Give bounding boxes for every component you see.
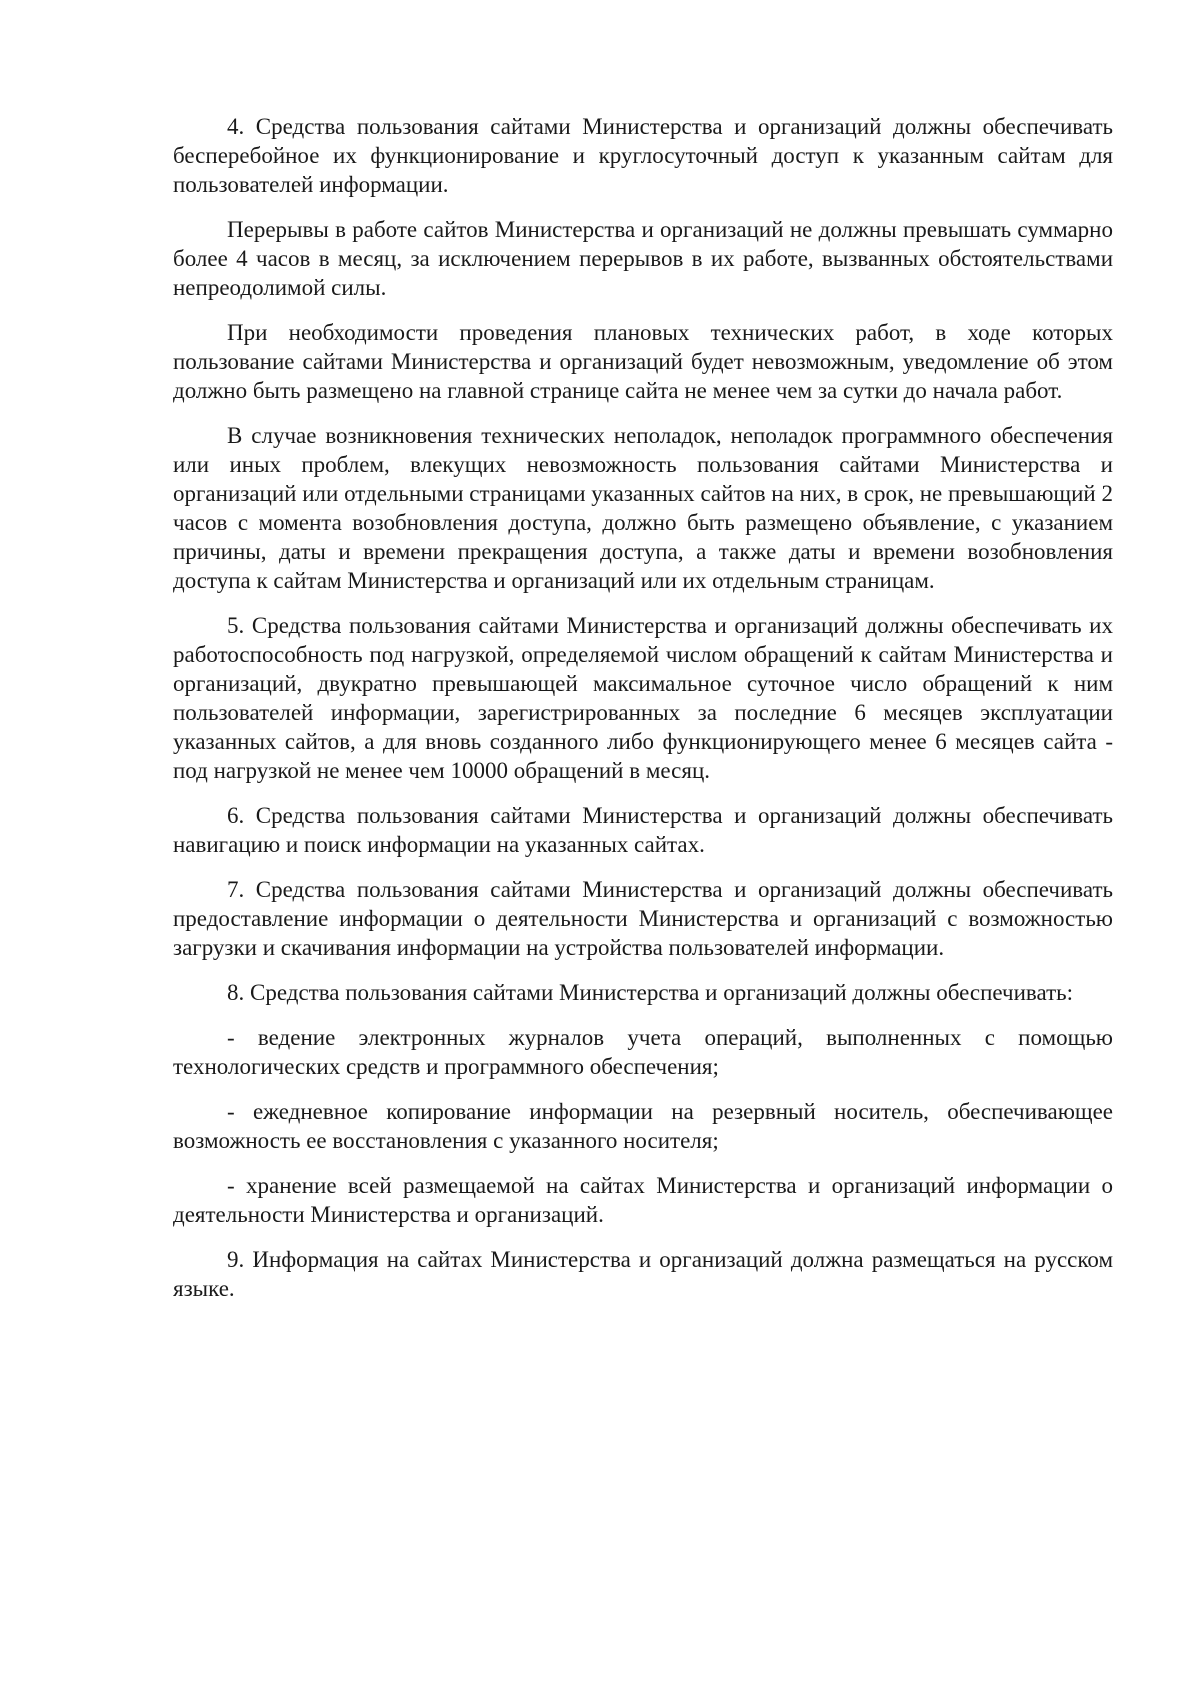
paragraph-technical-failures: В случае возникновения технических неполадок, неполадок программного обеспечения или иных проблем, влекущих невозможность пользования сайтами Министерства и организаций или отдельными страницами указанных сайтов на них, в срок, не превышающий 2 часов с момента возобновления доступа, должно быть размещено объявление, с указанием причины, даты и времени прекращения доступа, а также даты и времени возобновления доступа к сайтам Министерства и организаций или их отдельным страницам. (173, 423, 1113, 593)
list-item-storage: - хранение всей размещаемой на сайтах Министерства и организаций информации о деятельности Министерства и организаций. (173, 1173, 1113, 1227)
paragraph-item-7: 7. Средства пользования сайтами Министерства и организаций должны обеспечивать предоставление информации о деятельности Министерства и организаций с возможностью загрузки и скачивания информации на устройства пользователей информации. (173, 877, 1113, 960)
paragraph-item-9: 9. Информация на сайтах Министерства и организаций должна размещаться на русском языке. (173, 1247, 1113, 1301)
paragraph-interruptions: Перерывы в работе сайтов Министерства и организаций не должны превышать суммарно более 4 часов в месяц, за исключением перерывов в их работе, вызванных обстоятельствами непреодолимой силы. (173, 217, 1113, 300)
document-body (173, 112, 1113, 1303)
paragraph-item-4: 4. Средства пользования сайтами Министерства и организаций должны обеспечивать бесперебойное их функционирование и круглосуточный доступ к указанным сайтам для пользователей информации. (173, 114, 1113, 197)
paragraph-item-6: 6. Средства пользования сайтами Министерства и организаций должны обеспечивать навигацию и поиск информации на указанных сайтах. (173, 803, 1113, 857)
paragraph-item-5: 5. Средства пользования сайтами Министерства и организаций должны обеспечивать их работоспособность под нагрузкой, определяемой числом обращений к сайтам Министерства и организаций, двукратно превышающей максимальное суточное число обращений к ним пользователей информации, зарегистрированных за последние 6 месяцев эксплуатации указанных сайтов, а для вновь созданного либо функционирующего менее 6 месяцев сайта - под нагрузкой не менее чем 10000 обращений в месяц. (173, 613, 1113, 783)
paragraph-planned-maintenance: При необходимости проведения плановых технических работ, в ходе которых пользование сайтами Министерства и организаций будет невозможным, уведомление об этом должно быть размещено на главной странице сайта не менее чем за сутки до начала работ. (173, 320, 1113, 403)
list-item-backup: - ежедневное копирование информации на резервный носитель, обеспечивающее возможность ее восстановления с указанного носителя; (173, 1099, 1113, 1153)
list-item-logs: - ведение электронных журналов учета операций, выполненных с помощью технологических средств и программного обеспечения; (173, 1025, 1113, 1079)
paragraph-item-8: 8. Средства пользования сайтами Министерства и организаций должны обеспечивать: (227, 980, 1074, 1005)
